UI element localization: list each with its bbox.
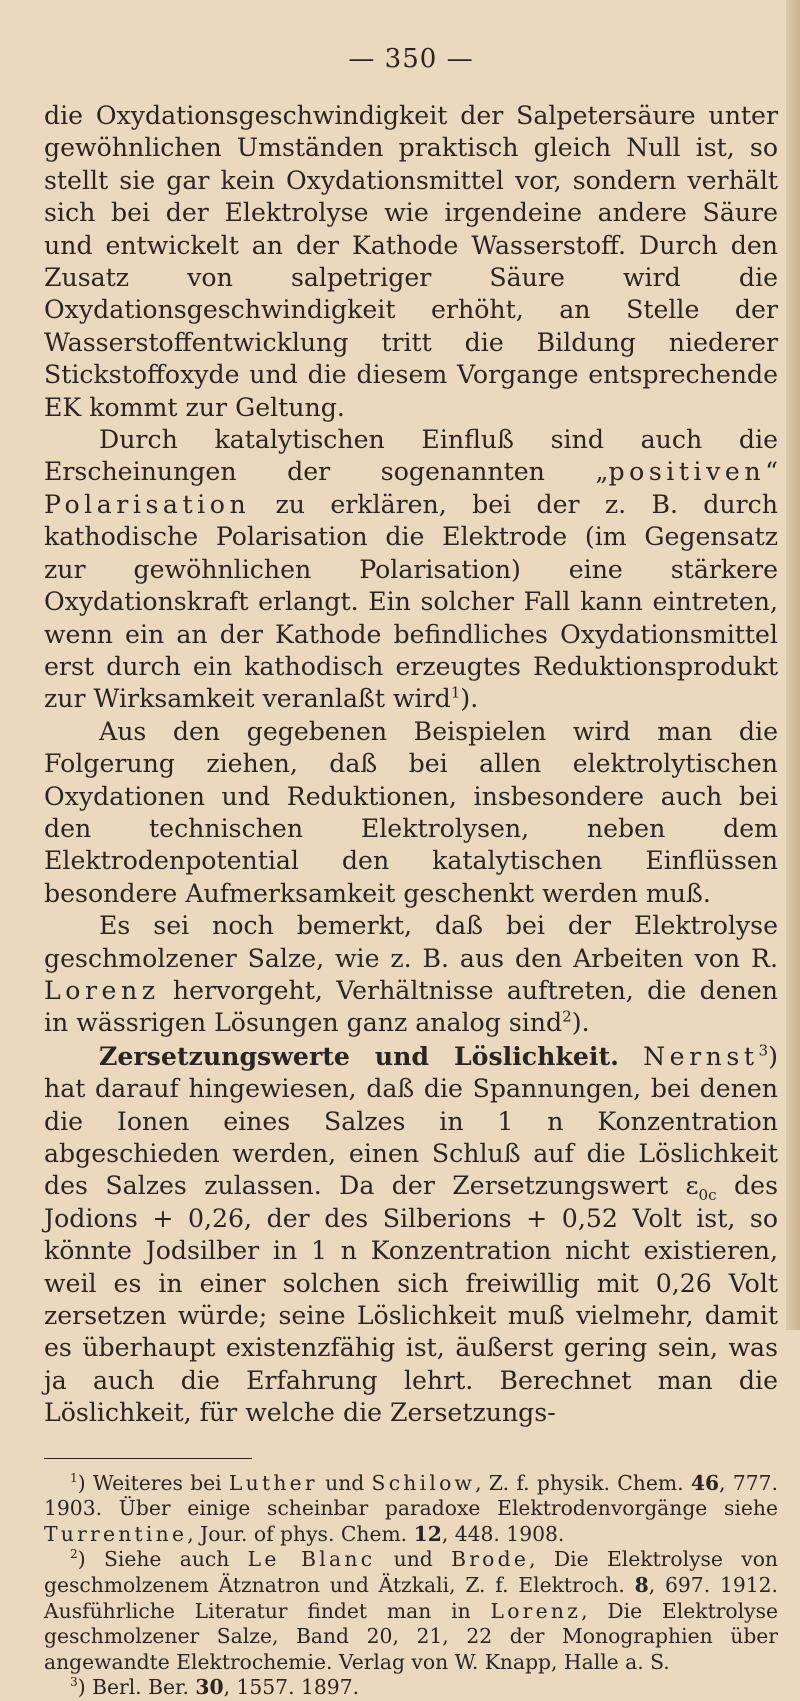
paragraph-2-text: zu erklären, bei der z. B. durch kathodische Polarisation die Elektrode (im Gegensatz zur gewöhnlichen Polarisation) eine stärkere Oxydationskraft erlangt. Ein solcher Fall kann eintreten, wenn ein an der Kathode befindliches Oxydationsmittel erst durch ein kathodisch erzeugtes Reduktionsprodukt zur Wirksamkeit veranlaßt wird [44, 489, 778, 714]
footnote-rule [44, 1458, 252, 1459]
spaced-name: Lorenz [490, 1598, 582, 1623]
footnote-text: , Die Elektrolyse geschmolzener Salze, Band 20, 21, 22 der Monographien über angewandte Elektrochemie. Verlag von W. Knapp, Halle a. S. [44, 1598, 778, 1674]
page-number: — 350 — [348, 44, 474, 74]
volume-number: 30 [195, 1675, 224, 1700]
spaced-name-nernst: Nernst [643, 1041, 759, 1071]
paragraph-3: Aus den gegebenen Beispielen wird man die Folgerung ziehen, daß bei allen elektrolytischen Oxydationen und Reduktionen, insbesondere auch bei den technischen Elektrolysen, neben dem Elektrodenpotential den katalytischen Einflüssen besondere Aufmerksamkeit geschenkt werden muß. [44, 716, 778, 908]
spaced-name: Le Blanc [247, 1547, 376, 1572]
section-heading: Zersetzungswerte und Löslichkeit. [99, 1040, 619, 1071]
footnote-text: , Jour. of phys. Chem. [187, 1521, 414, 1546]
page-edge [786, 0, 800, 1330]
footnote-ref-2[interactable]: 2 [562, 1007, 572, 1026]
footnote-number: 2 [70, 1547, 78, 1562]
paragraph-5-text: ) hat darauf hingewiesen, daß die Spannungen, bei denen die Ionen eines Salzes in 1 n Konzentration abgeschieden werden, einen Schluß auf die Löslichkeit des Salzes zulassen. Da der Zersetzungswert ε [44, 1041, 778, 1201]
spaced-term-positiven: positiven [608, 457, 766, 487]
footnote-1 [44, 1471, 778, 1548]
footnote-text: ) Siehe auch [77, 1547, 248, 1572]
footnote-2 [44, 1547, 778, 1675]
paragraph-4-text: hervorgeht, Verhältnisse auftreten, die denen in wässrigen Lösungen ganz analog sind [44, 975, 778, 1038]
paragraph-5-text: des Jodions + 0,26, der des Silberions + 0,52 Volt ist, so könnte Jodsilber in 1 n Konzentration nicht existieren, weil es in einer solchen sich freiwillig mit 0,26 Volt zersetzen würde; seine Löslichkeit muß vielmehr, damit es überhaupt existenzfähig ist, äußerst gering sein, was ja auch die Erfahrung lehrt. Berechnet man die Löslichkeit, für welche die Zersetzungs- [44, 1171, 778, 1428]
spaced-name: Schilow [371, 1470, 476, 1495]
spaced-name-lorenz: Lorenz [44, 975, 160, 1005]
paragraph-4-text: ). [571, 1008, 590, 1038]
volume-number: 46 [690, 1470, 720, 1495]
paragraph-2-text: “ [765, 457, 778, 487]
paragraph-2-text: Durch katalytischen Einfluß sind auch die Erscheinungen der sogenannten „ [44, 425, 778, 487]
footnote-ref-3[interactable]: 3 [758, 1041, 769, 1060]
paragraph-4-text: Es sei noch bemerkt, daß bei der Elektrolyse geschmolzener Salze, wie z. B. aus den Arbeiten von R. [44, 911, 778, 973]
footnote-text: , 697. 1912. Ausführliche Literatur findet man in [44, 1573, 779, 1623]
spaced-term-polarisation: Polarisation [44, 489, 251, 519]
footnote-text: , Z. f. physik. Chem. [475, 1470, 691, 1495]
footnote-text: , 448. 1908. [441, 1521, 565, 1546]
footnote-number: 1 [70, 1470, 78, 1485]
footnote-text: , Die Elektrolyse von geschmolzenem Ätznatron und Ätzkali, Z. f. Elektroch. [44, 1547, 778, 1598]
footnote-text: und [375, 1547, 452, 1572]
subscript-0c: 0c [698, 1186, 717, 1205]
footnote-text: ) Berl. Ber. [77, 1675, 196, 1700]
volume-number: 12 [413, 1521, 442, 1546]
spaced-name: Turrentine [44, 1521, 188, 1546]
paragraph-5-text [619, 1042, 643, 1071]
volume-number: 8 [634, 1573, 649, 1598]
spaced-name: Brode [451, 1547, 530, 1572]
footnote-text: , 1557. 1897. [223, 1675, 360, 1700]
footnote-text: und [317, 1470, 372, 1495]
spaced-name: Luther [228, 1470, 318, 1495]
paragraph-1: die Oxydationsgeschwindigkeit der Salpetersäure unter gewöhnlichen Umständen praktisch gleich Null ist, so stellt sie gar kein Oxydationsmittel vor, sondern verhält sich bei der Elektrolyse wie irgendeine andere Säure und entwickelt an der Kathode Wasserstoff. Durch den Zusatz von salpetriger Säure wird die Oxydationsgeschwindigkeit erhöht, an Stelle der Wasserstoffentwicklung tritt die Bildung niederer Stickstoffoxyde und die diesem Vorgange entsprechende EK kommt zur Geltung. [44, 101, 778, 422]
footnote-3 [44, 1675, 778, 1701]
paragraph-4 [44, 910, 778, 1040]
footnote-text: ) Weiteres bei [77, 1470, 229, 1495]
footnote-ref-1[interactable]: 1 [450, 683, 461, 702]
footnote-text: , 777. 1903. Über einige scheinbar paradoxe Elektrodenvorgänge siehe [44, 1470, 778, 1521]
paragraph-2-text: ). [460, 684, 479, 714]
footnote-number: 3 [70, 1675, 78, 1690]
paragraph-2 [44, 424, 778, 716]
paragraph-5 [44, 1040, 778, 1430]
